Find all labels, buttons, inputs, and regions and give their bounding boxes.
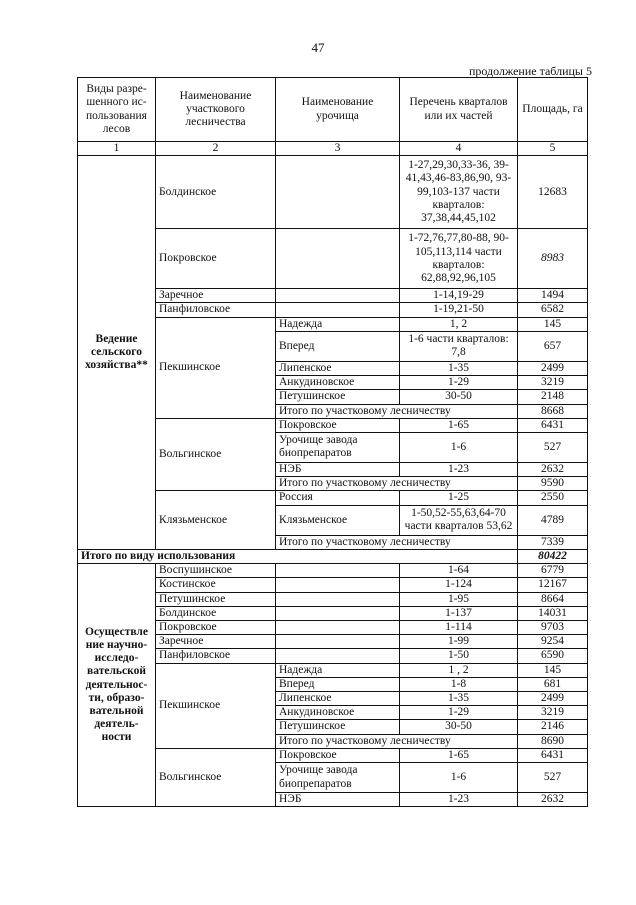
quarters-cell: 1-6: [400, 763, 518, 793]
quarters-cell: 1-35: [400, 361, 518, 375]
quarters-cell: 1-114: [400, 620, 518, 634]
area-cell: 4789: [518, 505, 588, 535]
quarters-cell: 1-72,76,77,80-88, 90-105,113,114 части кварталов: 62,88,92,96,105: [400, 229, 518, 289]
area-cell: 12167: [518, 578, 588, 592]
quarters-cell: 1-65: [400, 418, 518, 432]
area-cell: 145: [518, 663, 588, 677]
tract-cell: Липенское: [276, 361, 400, 375]
area-cell: 527: [518, 432, 588, 462]
subtotal-label: Итого по участковому лесничеству: [276, 404, 518, 418]
area-cell: 6431: [518, 748, 588, 762]
tract-cell: [276, 592, 400, 606]
area-cell: 2499: [518, 361, 588, 375]
table-caption: продолжение таблицы 5: [468, 64, 592, 78]
quarters-cell: 1-25: [400, 491, 518, 505]
forestry-cell: Вольгинское: [156, 748, 276, 806]
area-cell: 9590: [518, 477, 588, 491]
forestry-cell: Панфиловское: [156, 303, 276, 317]
quarters-cell: 30-50: [400, 720, 518, 734]
area-cell: 145: [518, 317, 588, 331]
quarters-cell: 1-27,29,30,33-36, 39-41,43,46-83,86,90, 93-99,103-137 части кварталов: 37,38,44,45,102: [400, 156, 518, 229]
area-cell: 2146: [518, 720, 588, 734]
tract-cell: Покровское: [276, 418, 400, 432]
tract-cell: НЭБ: [276, 462, 400, 476]
quarters-cell: 1-137: [400, 606, 518, 620]
tract-cell: [276, 289, 400, 303]
tract-cell: НЭБ: [276, 793, 400, 807]
forestry-cell: Клязьменское: [156, 491, 276, 549]
area-cell: 657: [518, 331, 588, 361]
tract-cell: [276, 564, 400, 578]
header-area: Площадь, га: [518, 78, 588, 142]
area-cell: 6431: [518, 418, 588, 432]
col-number: 5: [518, 142, 588, 156]
table-row: [78, 564, 588, 578]
tract-cell: Покровское: [276, 748, 400, 762]
forestry-cell: Заречное: [156, 635, 276, 649]
tract-cell: Надежда: [276, 317, 400, 331]
forestry-cell: Вольгинское: [156, 418, 276, 491]
quarters-cell: 1-23: [400, 793, 518, 807]
tract-cell: Россия: [276, 491, 400, 505]
area-cell: 1494: [518, 289, 588, 303]
quarters-cell: 1-23: [400, 462, 518, 476]
area-cell: 9703: [518, 620, 588, 634]
quarters-cell: 1-29: [400, 706, 518, 720]
forestry-cell: Воспушинское: [156, 564, 276, 578]
tract-cell: Вперед: [276, 677, 400, 691]
quarters-cell: 1-50,52-55,63,64-70 части кварталов 53,62: [400, 505, 518, 535]
tract-cell: Анкудиновское: [276, 376, 400, 390]
area-cell: 8983: [518, 229, 588, 289]
col-number: 2: [156, 142, 276, 156]
page-number: 47: [311, 40, 325, 55]
area-cell: 7339: [518, 535, 588, 549]
area-cell: 9254: [518, 635, 588, 649]
tract-cell: Липенское: [276, 692, 400, 706]
area-cell: 2632: [518, 793, 588, 807]
subtotal-label: Итого по участковому лесничеству: [276, 535, 518, 549]
area-cell: 12683: [518, 156, 588, 229]
tract-cell: [276, 578, 400, 592]
tract-cell: Надежда: [276, 663, 400, 677]
header-quarters: Перечень кварталов или их частей: [400, 78, 518, 142]
col-number: 1: [78, 142, 156, 156]
tract-cell: Петушинское: [276, 390, 400, 404]
total-label: Итого по виду использования: [78, 549, 518, 563]
area-cell: 3219: [518, 376, 588, 390]
total-row: [78, 549, 588, 563]
header-forestry: Наименование участкового лесничества: [156, 78, 276, 142]
tract-cell: [276, 229, 400, 289]
quarters-cell: 1 , 2: [400, 663, 518, 677]
quarters-cell: 1-6: [400, 432, 518, 462]
tract-cell: [276, 606, 400, 620]
area-cell: 2632: [518, 462, 588, 476]
area-cell: 6779: [518, 564, 588, 578]
quarters-cell: 1-6 части кварталов: 7,8: [400, 331, 518, 361]
area-cell: 681: [518, 677, 588, 691]
forestry-cell: Петушинское: [156, 592, 276, 606]
use-type-cell: Осуществле ние научно-исследо-вательской деятельнос-ти, образо-вательной деятель-ности: [78, 564, 156, 807]
tract-cell: Петушинское: [276, 720, 400, 734]
subtotal-label: Итого по участковому лесничеству: [276, 477, 518, 491]
area-cell: 8668: [518, 404, 588, 418]
header-row: [78, 78, 588, 142]
area-cell: 3219: [518, 706, 588, 720]
col-number: 4: [400, 142, 518, 156]
forestry-cell: Покровское: [156, 620, 276, 634]
forestry-cell: Заречное: [156, 289, 276, 303]
tract-cell: Урочище завода биопрепаратов: [276, 432, 400, 462]
total-area: 80422: [518, 549, 588, 563]
area-cell: 8690: [518, 734, 588, 748]
subtotal-label: Итого по участковому лесничеству: [276, 734, 518, 748]
quarters-cell: 1-19,21-50: [400, 303, 518, 317]
tract-cell: [276, 635, 400, 649]
area-cell: 6590: [518, 649, 588, 663]
quarters-cell: 1-64: [400, 564, 518, 578]
area-cell: 8664: [518, 592, 588, 606]
tract-cell: Клязьменское: [276, 505, 400, 535]
forestry-cell: Панфиловское: [156, 649, 276, 663]
tract-cell: [276, 649, 400, 663]
tract-cell: [276, 620, 400, 634]
tract-cell: [276, 156, 400, 229]
tract-cell: Анкудиновское: [276, 706, 400, 720]
quarters-cell: 1-65: [400, 748, 518, 762]
quarters-cell: 1-14,19-29: [400, 289, 518, 303]
quarters-cell: 1-50: [400, 649, 518, 663]
tract-cell: Урочище завода биопрепаратов: [276, 763, 400, 793]
header-use: Виды разре-шенного ис-пользования лесов: [78, 78, 156, 142]
area-cell: 14031: [518, 606, 588, 620]
area-cell: 6582: [518, 303, 588, 317]
column-number-row: [78, 142, 588, 156]
quarters-cell: 1, 2: [400, 317, 518, 331]
forest-use-table: [77, 77, 588, 807]
header-tract: Наименование урочища: [276, 78, 400, 142]
quarters-cell: 1-8: [400, 677, 518, 691]
tract-cell: Вперед: [276, 331, 400, 361]
area-cell: 2148: [518, 390, 588, 404]
forestry-cell: Болдинское: [156, 156, 276, 229]
area-cell: 2499: [518, 692, 588, 706]
forestry-cell: Пекшинское: [156, 663, 276, 748]
area-cell: 527: [518, 763, 588, 793]
forestry-cell: Покровское: [156, 229, 276, 289]
quarters-cell: 1-35: [400, 692, 518, 706]
quarters-cell: 1-95: [400, 592, 518, 606]
area-cell: 2550: [518, 491, 588, 505]
forestry-cell: Болдинское: [156, 606, 276, 620]
col-number: 3: [276, 142, 400, 156]
forestry-cell: Костинское: [156, 578, 276, 592]
quarters-cell: 1-124: [400, 578, 518, 592]
use-type-cell: Ведение сельского хозяйства**: [78, 156, 156, 550]
table-row: [78, 156, 588, 229]
quarters-cell: 1-29: [400, 376, 518, 390]
forestry-cell: Пекшинское: [156, 317, 276, 418]
quarters-cell: 1-99: [400, 635, 518, 649]
quarters-cell: 30-50: [400, 390, 518, 404]
tract-cell: [276, 303, 400, 317]
